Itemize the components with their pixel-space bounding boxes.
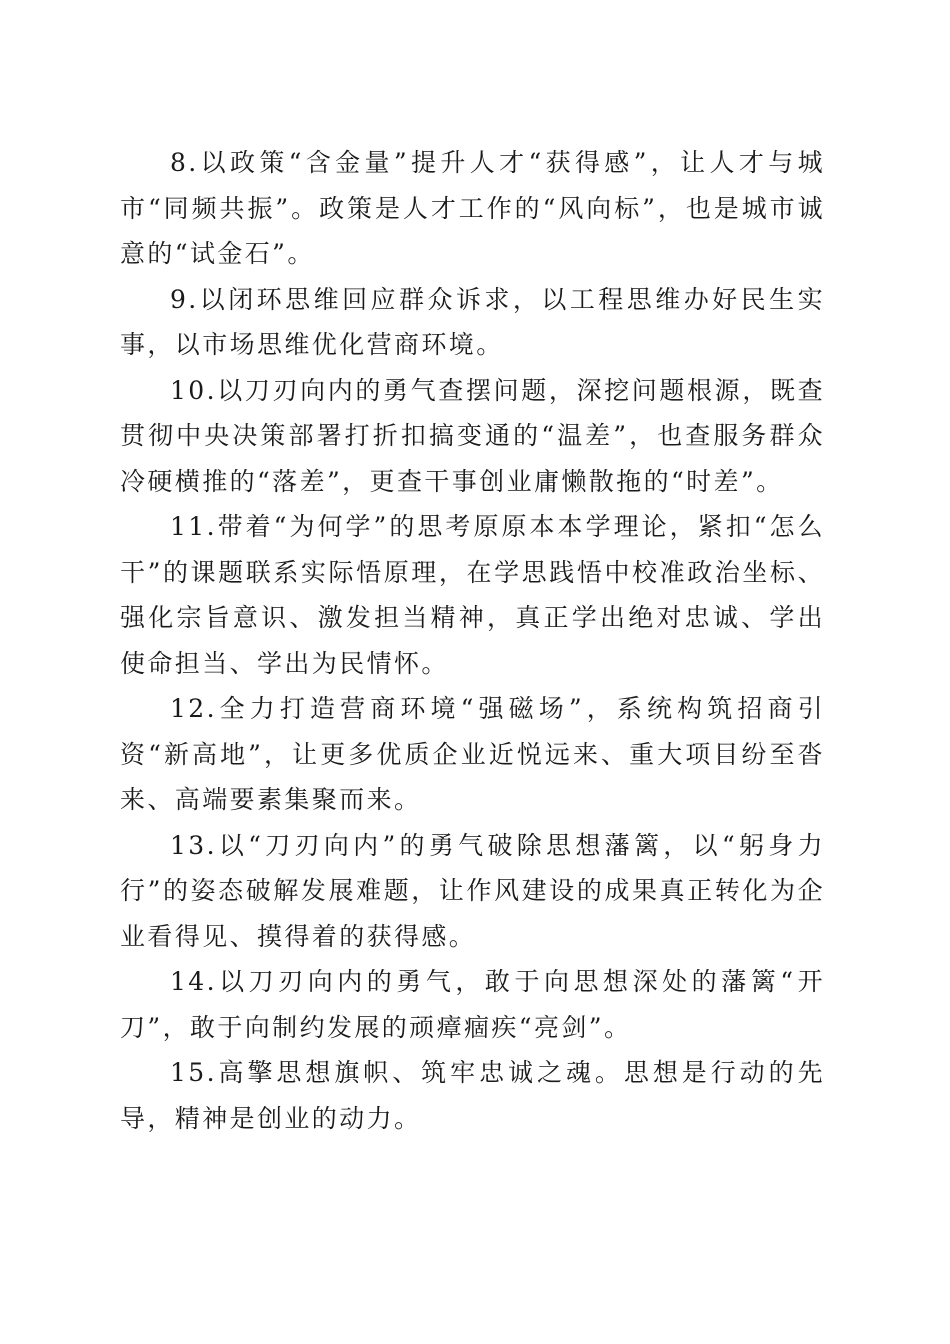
paragraph-11: 11.带着“为何学”的思考原原本本学理论，紧扣“怎么干”的课题联系实际悟原理，在学思践悟中校准政治坐标、强化宗旨意识、激发担当精神，真正学出绝对忠诚、学出使命担当、学出为民情怀。	[120, 512, 825, 678]
document-body	[120, 140, 825, 1141]
paragraph-9: 9.以闭环思维回应群众诉求，以工程思维办好民生实事，以市场思维优化营商环境。	[120, 284, 825, 359]
paragraph-14: 14.以刀刃向内的勇气，敢于向思想深处的藩篱“开刀”，敢于向制约发展的顽瘴痼疾“亮剑”。	[120, 967, 825, 1042]
paragraph-15: 15.高擎思想旗帜、筑牢忠诚之魂。思想是行动的先导，精神是创业的动力。	[120, 1058, 825, 1133]
paragraph-10: 10.以刀刃向内的勇气查摆问题，深挖问题根源，既查贯彻中央决策部署打折扣搞变通的“温差”，也查服务群众冷硬横推的“落差”，更查干事创业庸懒散拖的“时差”。	[120, 375, 825, 496]
paragraph-13: 13.以“刀刃向内”的勇气破除思想藩篱，以“躬身力行”的姿态破解发展难题，让作风建设的成果真正转化为企业看得见、摸得着的获得感。	[120, 830, 825, 951]
paragraph-12: 12.全力打造营商环境“强磁场”，系统构筑招商引资“新高地”，让更多优质企业近悦远来、重大项目纷至沓来、高端要素集聚而来。	[120, 694, 825, 814]
paragraph-8: 8.以政策“含金量”提升人才“获得感”，让人才与城市“同频共振”。政策是人才工作的“风向标”，也是城市诚意的“试金石”。	[120, 148, 825, 268]
